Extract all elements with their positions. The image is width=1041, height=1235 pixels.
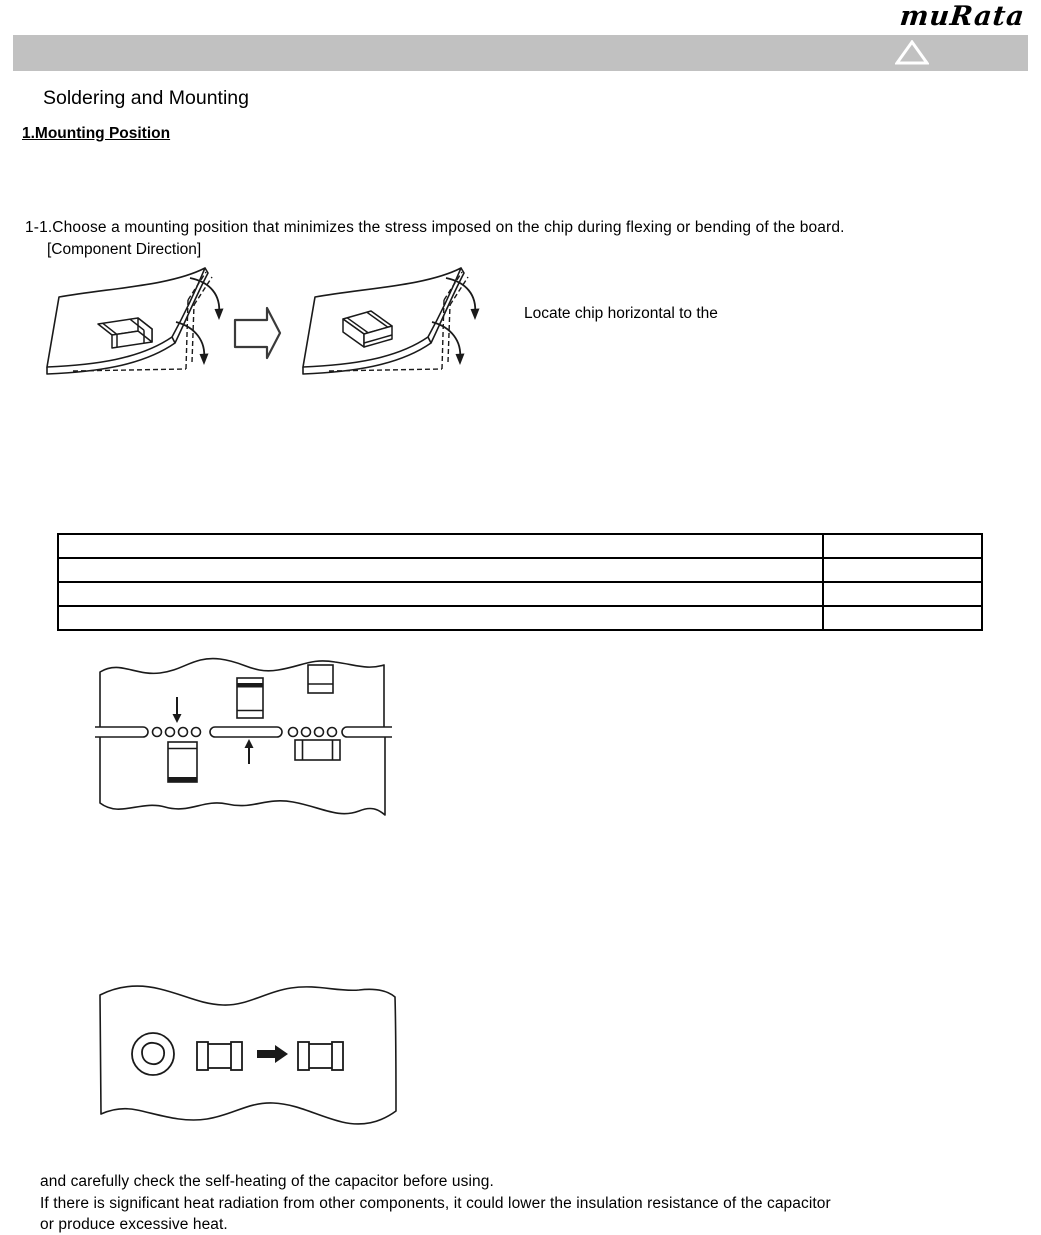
bent-board-before xyxy=(47,268,224,374)
table-cell xyxy=(58,534,823,558)
section-heading: 1.Mounting Position xyxy=(22,125,171,142)
page-title: Soldering and Mounting xyxy=(43,87,249,109)
table-cell xyxy=(823,606,982,630)
transform-arrow xyxy=(235,308,280,358)
table-row xyxy=(58,534,982,558)
caution-triangle-icon xyxy=(895,40,929,66)
table-cell xyxy=(58,582,823,606)
right-slit xyxy=(342,727,392,737)
down-arrow-icon xyxy=(173,714,182,723)
center-slit xyxy=(210,727,282,737)
left-slit xyxy=(95,727,148,737)
perforation-row xyxy=(95,727,392,737)
figure-component-direction xyxy=(40,262,485,387)
chip-moved-away xyxy=(298,1042,343,1070)
chip-near-hole xyxy=(197,1042,242,1070)
chip-bottom-right xyxy=(295,740,340,760)
table-row xyxy=(58,582,982,606)
spec-table xyxy=(57,533,983,631)
bent-board-after xyxy=(303,268,480,374)
chip-3d-good-orientation xyxy=(343,311,392,347)
table-cell xyxy=(823,558,982,582)
chip-top-middle xyxy=(237,678,263,718)
board-lower-section xyxy=(100,737,385,815)
footer-line: If there is significant heat radiation from other components, it could lower the insulation resistance of the capacitor xyxy=(40,1194,831,1212)
table-cell xyxy=(823,534,982,558)
header-gray-bar xyxy=(13,35,1028,71)
figure1-note: Locate chip horizontal to the xyxy=(524,305,718,322)
component-direction-label: [Component Direction] xyxy=(47,241,202,258)
board-outline xyxy=(100,986,396,1124)
chip-3d-bad-orientation xyxy=(98,318,152,348)
move-right-arrow-icon xyxy=(257,1045,288,1063)
footer-line: or produce excessive heat. xyxy=(40,1216,228,1233)
up-arrow-icon xyxy=(245,739,254,748)
murata-logo: muRata xyxy=(898,1,1027,32)
figure-board-perforation xyxy=(95,650,392,825)
table-row xyxy=(58,558,982,582)
table-cell xyxy=(823,582,982,606)
chip-bottom-left xyxy=(168,742,197,782)
figure-screw-hole xyxy=(95,983,402,1130)
footer-paragraph xyxy=(40,1171,831,1235)
paragraph-1-1: 1-1.Choose a mounting position that minimizes the stress imposed on the chip during flexing or bending of the board. xyxy=(25,219,845,236)
chip-top-right xyxy=(308,665,333,693)
table-cell xyxy=(58,606,823,630)
table-cell xyxy=(58,558,823,582)
table-row xyxy=(58,606,982,630)
screw-hole xyxy=(132,1033,174,1075)
footer-line: and carefully check the self-heating of the capacitor before using. xyxy=(40,1173,494,1190)
